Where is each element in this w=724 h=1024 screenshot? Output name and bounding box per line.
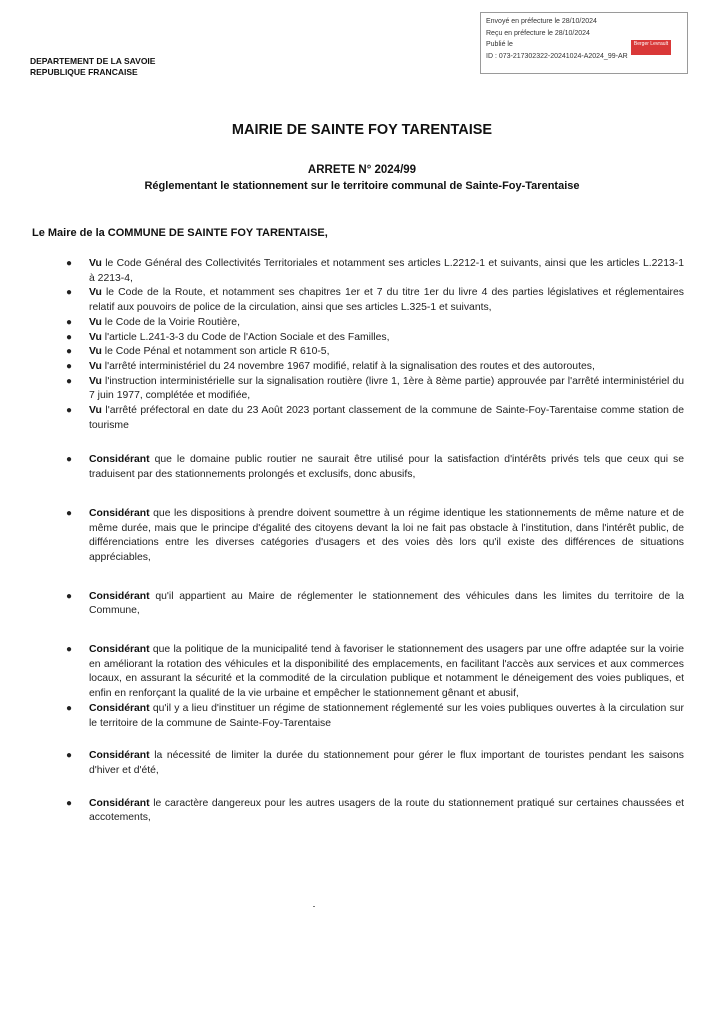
republic-line: REPUBLIQUE FRANCAISE [30,67,138,77]
prefecture-stamp [480,12,688,74]
stamp-id: ID : 073-217302322-20241024-A2024_99-AR [486,52,628,60]
considerant-item: ● Considérant la nécessité de limiter la durée du stationnement pour gérer le flux important de touristes pendant les saisons d'hiver et d'été, [66,750,684,776]
bullet-icon: ● [66,316,73,328]
vu-item: ● Vu le Code de la Voirie Routière, [64,316,684,331]
vu-item: ● Vu l'arrêté préfectoral en date du 23 Août 2023 portant classement de la commune de Sainte-Foy-Tarentaise comme station de tourisme [66,405,684,431]
bullet-icon: ● [66,797,73,809]
bullet-icon: ● [66,360,73,372]
bullet-icon: ● [66,590,73,602]
bullet-icon: ● [66,702,73,714]
considerant-item: ● Considérant que la politique de la municipalité tend à favoriser le stationnement des usagers par une offre adaptée sur la voirie en améliorant la rotation des véhicules et la disponibilité des emplacements, en facilitant l'accès aux services et aux commerces locaux, en assurant la sécurité et la commodité de la circulation publique et notamment le déneigement des voies publiques, et enfin en renforçant la qualité de la vie urbaine et empêcher le stationnement gênant et abusif, [66,644,684,700]
vu-item: ● Vu l'article L.241-3-3 du Code de l'Action Sociale et des Familles, [64,331,684,346]
document-subtitle: Réglementant le stationnement sur le territoire communal de Sainte-Foy-Tarentaise [144,180,580,192]
bullet-icon: ● [66,644,73,656]
stamp-sent-date: Envoyé en préfecture le 28/10/2024 [486,18,597,25]
vu-item: ● Vu le Code Général des Collectivités Territoriales et notamment ses articles L.2212-1 et suivants, ainsi que les articles L.2213-1 à 2213-4, [66,258,684,284]
bullet-icon: ● [66,750,73,762]
bullet-icon: ● [66,258,73,269]
bullet-icon: ● [66,287,73,299]
department-line: DEPARTEMENT DE LA SAVOIE [30,56,156,66]
stamp-published: Publié le [486,41,513,48]
considerant-item: ● Considérant le caractère dangereux pour les autres usagers de la route du stationnement pratiqué sur certaines chaussées et accotements, [66,797,684,824]
vu-item: ● Vu le Code de la Route, et notamment ses chapitres 1er et 7 du titre 1er du livre 4 des parties législatives et réglementaires relatif aux pouvoirs de police de la circulation, ainsi que ses articles L.325-1 et suivants, [66,287,684,314]
considerant-item: ● Considérant que le domaine public routier ne saurait être utilisé pour la satisfaction d'intérêts privés tels que ceux qui se traduisent par des stationnements prolongés et exclusifs, donc abusifs, [66,454,684,481]
bullet-icon: ● [66,454,73,466]
bullet-icon: ● [66,405,73,417]
considerant-item: ● Considérant qu'il appartient au Maire de réglementer le stationnement des véhicules dans les limites du territoire de la Commune, [66,590,684,617]
considerant-item: ● Considérant que les dispositions à prendre doivent soumettre à un régime identique les stationnements de même nature et de même durée, mais que le principe d'égalité des citoyens devant la loi ne fait pas obstacle à l'institution, dans l'intérêt public, de différenciations entre les diverses catégories d'usagers et des voies dès lors qu'il existe des différences de situations appréciables, [66,507,685,563]
vu-item: ● Vu l'instruction interministérielle sur la signalisation routière (livre 1, 1ère à 8ème partie) approuvée par l'arrêté interministériel du 7 juin 1977, complétée et modifiée, [66,375,685,402]
arrete-number: ARRETE N° 2024/99 [307,164,417,176]
document-title: MAIRIE DE SAINTE FOY TARENTAISE [231,122,493,138]
department-header [30,56,155,78]
bullet-icon: ● [66,507,73,519]
bullet-icon: ● [66,331,73,343]
vu-item: ● Vu l'arrêté interministériel du 24 novembre 1967 modifié, relatif à la signalisation des routes et des autoroutes, [64,360,684,375]
considerant-item: ● Considérant qu'il y a lieu d'instituer un régime de stationnement réglementé sur les voies publiques ouvertes à la circulation sur le territoire de la commune de Sainte-Foy-Tarentaise [66,702,684,729]
bullet-icon: ● [66,346,73,358]
document-body [64,257,684,826]
bullet-icon: ● [66,375,73,387]
berger-levrault-logo: Berger Levrault [631,40,671,55]
vu-item: ● Vu le Code Pénal et notamment son article R 610-5, [64,345,684,360]
intro-line: Le Maire de la COMMUNE DE SAINTE FOY TARENTAISE, [32,227,328,239]
scan-speck [313,906,315,907]
stamp-received-date: Reçu en préfecture le 28/10/2024 [486,29,590,37]
